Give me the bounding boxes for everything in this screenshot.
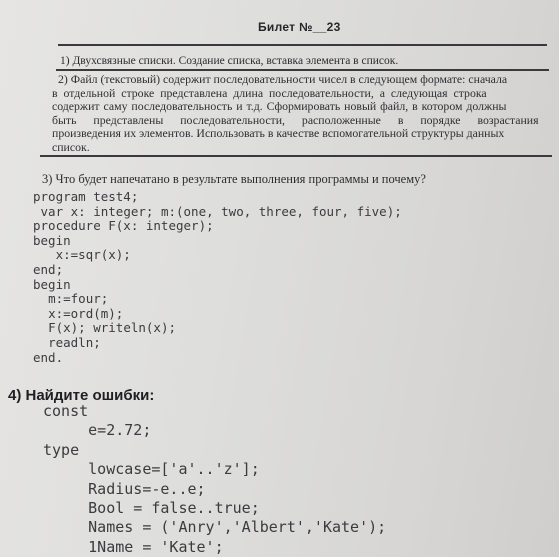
- code-line: m:=four;: [48, 291, 109, 307]
- question-2-line: список.: [52, 139, 90, 154]
- divider-top: [58, 44, 547, 46]
- question-1-text: 1) Двухсвязные списки. Создание списка, вставка элемента в список.: [60, 55, 399, 67]
- question-3-code: [33, 190, 402, 365]
- question-2-line: содержит саму последовательность и т.д. Сформировать новый файл, в котором должны: [52, 99, 507, 114]
- question-3-text: 3) Что будет напечатано в результате выполнения программы и почему?: [42, 172, 426, 186]
- code-line: end.: [33, 349, 64, 365]
- code-line: program test4;: [33, 189, 139, 204]
- question-2-line: произведения их элементов. Использовать в качестве вспомогательной структуры данных: [52, 126, 505, 141]
- code-line: var x: integer; m:(one, two, three, four, five);: [40, 203, 402, 219]
- question-4-heading: 4) Найдите ошибки:: [8, 387, 155, 404]
- code-line: Radius=-e..e;: [88, 479, 206, 498]
- code-line: type: [43, 440, 80, 459]
- code-line: procedure F(x: integer);: [33, 218, 214, 234]
- divider-q2: [40, 155, 552, 157]
- code-line: Bool = false..true;: [88, 499, 260, 518]
- question-2-line: 2) Файл (текстовый) содержит последовательности чисел в следующем формате: сначала: [58, 72, 508, 86]
- code-line: x:=sqr(x);: [55, 247, 131, 263]
- divider-q1: [56, 69, 549, 71]
- code-line: x:=ord(m);: [48, 305, 124, 321]
- question-2-paragraph: [52, 73, 539, 155]
- code-line: readln;: [48, 334, 101, 350]
- code-line: begin: [33, 232, 71, 248]
- code-line: 1Name = 'Kate';: [88, 537, 224, 556]
- ticket-title: Билет №__23: [258, 20, 341, 34]
- code-line: Names = ('Anry','Albert','Kate');: [88, 518, 387, 537]
- code-line: F(x); writeln(x);: [48, 320, 176, 336]
- code-line: lowcase=['a'..'z'];: [88, 460, 260, 479]
- code-line: const: [43, 402, 89, 420]
- question-2-line: быть представлены последовательности, расположенные в порядке возрастания: [52, 112, 539, 127]
- code-line: end;: [33, 261, 64, 277]
- code-line: begin: [33, 276, 71, 292]
- code-line: e=2.72;: [88, 421, 152, 440]
- question-2-line: в отдельной строке представлена длина последовательности, а следующая строка: [52, 85, 487, 100]
- question-4-code: [43, 402, 386, 557]
